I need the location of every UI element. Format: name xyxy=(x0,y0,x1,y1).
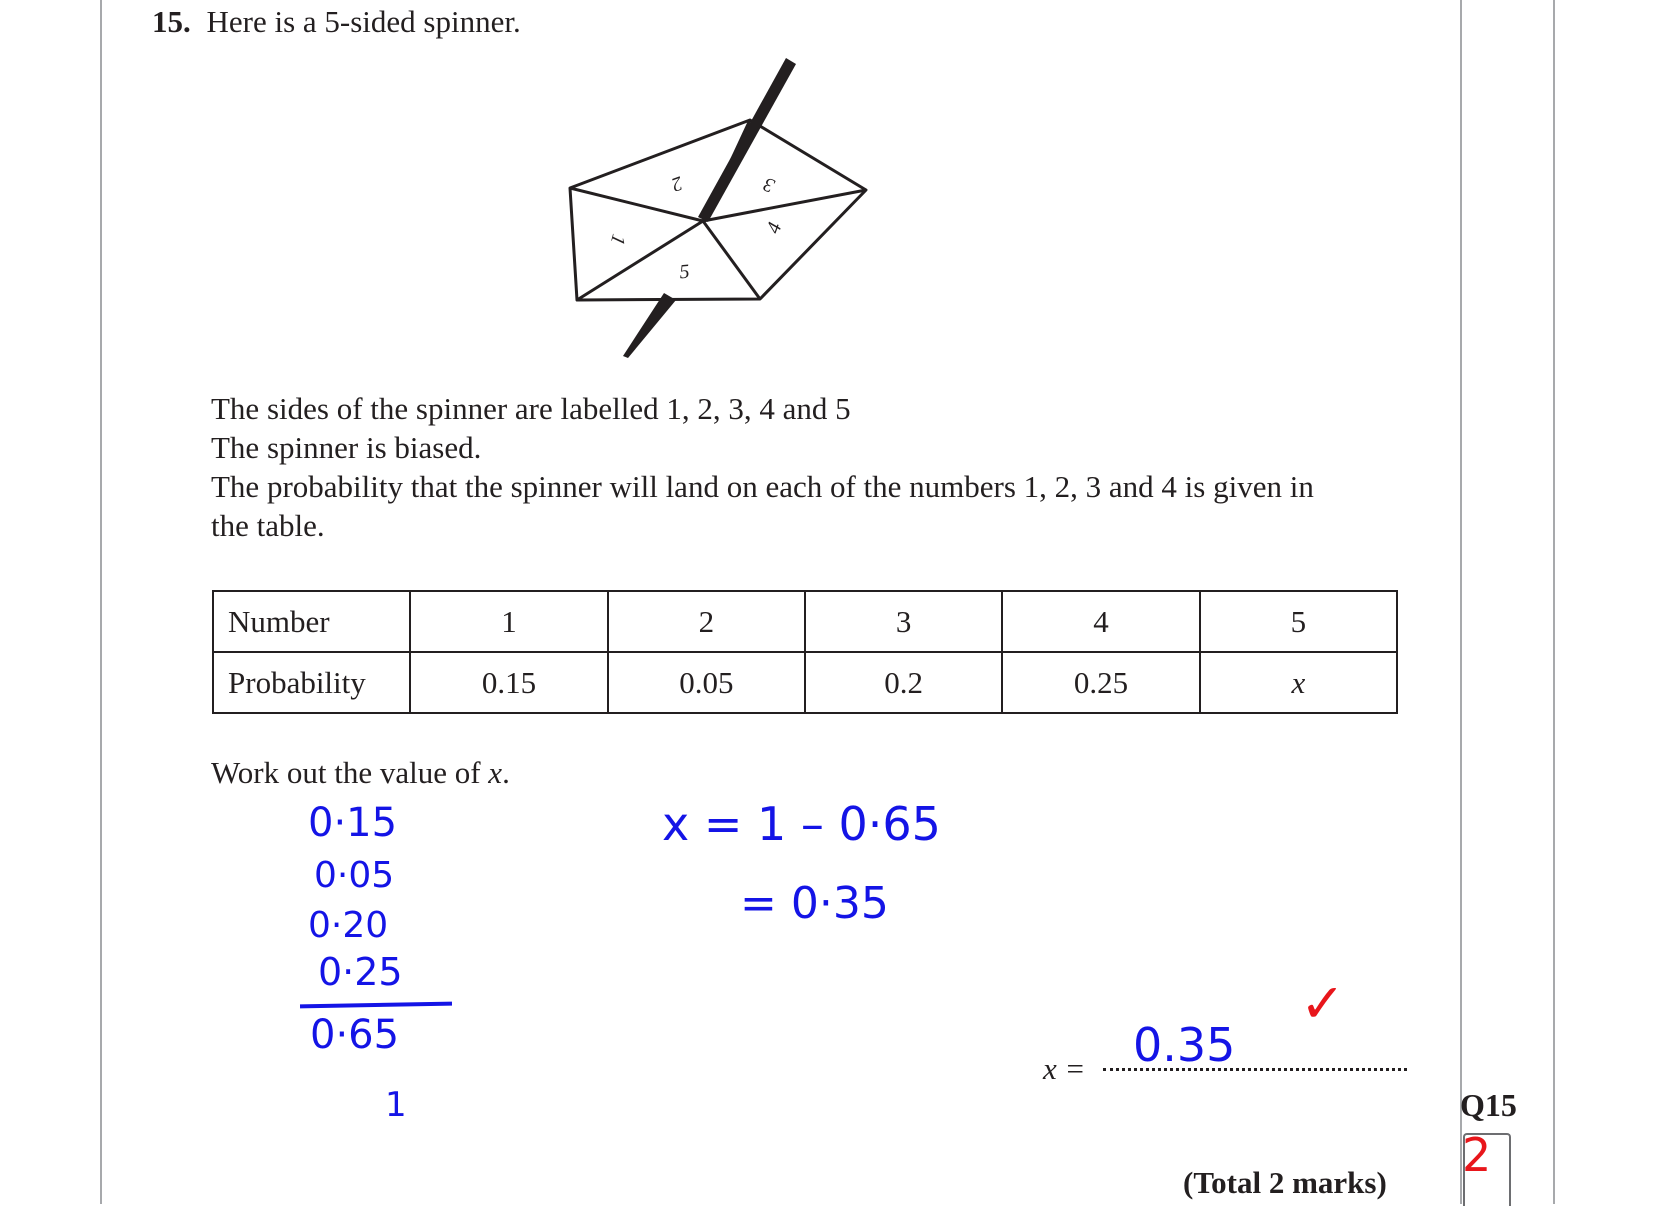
question-header xyxy=(152,2,521,41)
table-cell: 3 xyxy=(805,591,1002,652)
working-sum: 0·65 xyxy=(310,1012,400,1058)
working-sum-line xyxy=(300,1002,452,1009)
awarded-mark: 2 xyxy=(1462,1128,1492,1182)
working-equation: x = 1 – 0·65 xyxy=(662,797,941,851)
spinner-label-3: 3 xyxy=(760,172,778,197)
table-row-probability xyxy=(213,652,1397,713)
working-line: 0·25 xyxy=(318,950,403,994)
spinner-edge xyxy=(703,221,760,299)
table-cell: 0.25 xyxy=(1002,652,1199,713)
page-margin-left xyxy=(100,0,102,1204)
instruction-variable: x xyxy=(488,755,503,790)
page-edge-right xyxy=(1553,0,1555,1204)
spinner-label-1: 1 xyxy=(605,231,630,248)
spinner-label-2: 2 xyxy=(668,171,686,196)
question-ref: Q15 xyxy=(1460,1087,1517,1123)
question-number: 15. xyxy=(152,4,191,39)
question-line: The sides of the spinner are labelled 1, 2, 3, 4 and 5 xyxy=(211,391,851,426)
question-line: the table. xyxy=(211,508,325,543)
total-marks: (Total 2 marks) xyxy=(1183,1165,1387,1200)
working-note: 1 xyxy=(385,1085,407,1125)
working-line: 0·05 xyxy=(314,855,395,896)
spinner-diagram xyxy=(540,50,880,365)
working-equation-result: = 0·35 xyxy=(740,878,889,929)
probability-table xyxy=(212,590,1398,714)
table-cell: 0.15 xyxy=(410,652,607,713)
tick-icon: ✓ xyxy=(1300,972,1346,1035)
question-body xyxy=(211,389,1451,545)
table-cell: 4 xyxy=(1002,591,1199,652)
table-cell-unknown: x xyxy=(1200,652,1397,713)
working-line: 0·20 xyxy=(308,905,389,946)
question-line: The probability that the spinner will land on each of the numbers 1, 2, 3 and 4 is given in xyxy=(211,469,1314,504)
table-row-number xyxy=(213,591,1397,652)
spinner-label-4: 4 xyxy=(762,219,787,237)
table-row-header: Probability xyxy=(213,652,410,713)
table-cell: 1 xyxy=(410,591,607,652)
working-line: 0·15 xyxy=(308,800,398,846)
table-cell: 0.2 xyxy=(805,652,1002,713)
instruction xyxy=(211,753,510,792)
spinner-outline xyxy=(570,120,866,300)
answer-label: x = xyxy=(1043,1051,1086,1086)
page-margin-right xyxy=(1460,0,1462,1204)
answer-value: 0.35 xyxy=(1133,1018,1236,1072)
instruction-end: . xyxy=(502,755,510,790)
table-cell: 0.05 xyxy=(608,652,805,713)
instruction-text: Work out the value of xyxy=(211,755,489,790)
spinner-stick-bottom xyxy=(623,293,676,358)
table-cell: 2 xyxy=(608,591,805,652)
spinner-label-5: 5 xyxy=(678,260,691,284)
table-cell: 5 xyxy=(1200,591,1397,652)
question-intro: Here is a 5-sided spinner. xyxy=(206,4,521,39)
question-line: The spinner is biased. xyxy=(211,430,482,465)
table-row-header: Number xyxy=(213,591,410,652)
